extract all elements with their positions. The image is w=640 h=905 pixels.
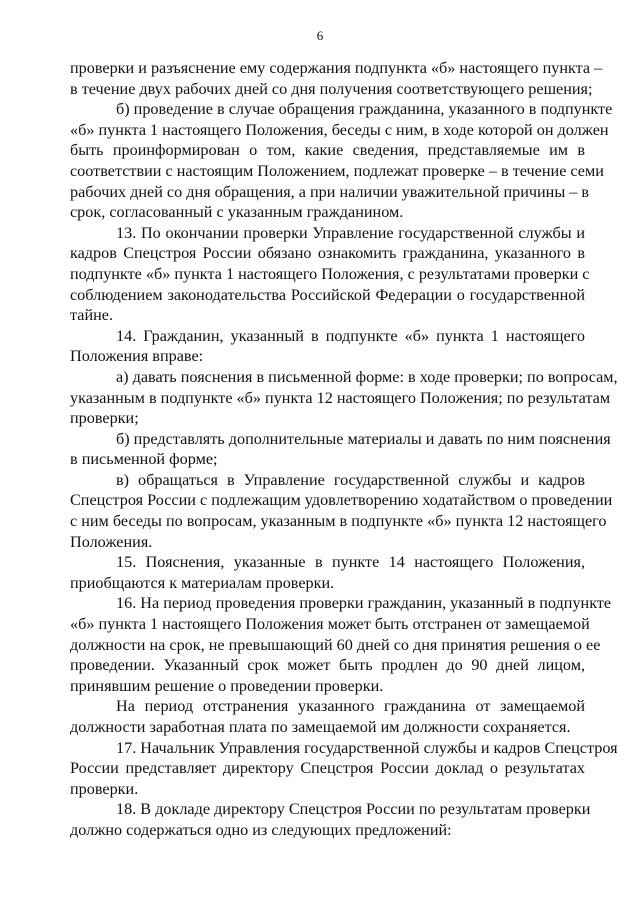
text-line: с ним беседы по вопросам, указанным в подпункте «б» пункта 12 настоящего <box>70 512 607 531</box>
text-line: соответствии с настоящим Положением, подлежат проверке – в течение семи <box>70 161 604 180</box>
text-line: 14. Гражданин, указанный в подпункте «б» пункта 1 настоящего <box>116 326 585 345</box>
text-line: проверки и разъяснение ему содержания подпункта «б» настоящего пункта – <box>70 59 603 77</box>
text-line: б) проведение в случае обращения гражданина, указанного в подпункте <box>116 100 613 119</box>
text-line: быть проинформирован о том, какие сведения, представляемые им в <box>70 141 585 160</box>
text-line: а) давать пояснения в письменной форме: в ходе проверки; по вопросам, <box>116 367 618 386</box>
text-line: должности заработная плата по замещаемой им должности сохраняется. <box>70 718 571 736</box>
text-line: 16. На период проведения проверки гражданин, указанный в подпункте <box>116 594 612 613</box>
text-line: соблюдением законодательства Российской Федерации о государственной <box>70 285 585 304</box>
text-line: должности на срок, не превышающий 60 дней со дня принятия решения о ее <box>70 635 601 654</box>
text-line: в) обращаться в Управление государственной службы и кадров <box>116 470 585 489</box>
text-line: «б» пункта 1 настоящего Положения, беседы с ним, в ходе которой он должен <box>70 120 609 139</box>
text-line: России представляет директору Спецстроя России доклад о результатах <box>70 759 585 778</box>
text-line: срок, согласованный с указанным гражданином. <box>70 203 404 222</box>
document-body <box>70 58 618 841</box>
text-line: 18. В докладе директору Спецстроя России по результатам проверки <box>116 800 591 819</box>
text-line: Спецстроя России с подлежащим удовлетворению ходатайством о проведении <box>70 491 613 510</box>
text-line: Положения. <box>70 532 153 551</box>
text-line: должно содержаться одно из следующих предложений: <box>70 820 452 839</box>
text-line: проверки; <box>70 409 139 428</box>
text-line: проведении. Указанный срок может быть продлен до 90 дней лицом, <box>70 656 585 675</box>
text-line: приобщаются к материалам проверки. <box>70 573 335 592</box>
text-line: На период отстранения указанного гражданина от замещаемой <box>116 697 585 716</box>
page-number: 6 <box>316 28 324 43</box>
text-line: подпункте «б» пункта 1 настоящего Положения, с результатами проверки с <box>70 264 590 283</box>
text-line: кадров Спецстроя России обязано ознакомить гражданина, указанного в <box>70 244 585 263</box>
text-line: тайне. <box>70 306 114 325</box>
text-line: в письменной форме; <box>70 450 218 469</box>
text-line: проверки. <box>70 779 139 798</box>
text-line: принявшим решение о проведении проверки. <box>70 676 384 695</box>
text-line: 13. По окончании проверки Управление государственной службы и <box>116 223 585 242</box>
text-line: Положения вправе: <box>70 347 204 366</box>
text-line: б) представлять дополнительные материалы и давать по ним пояснения <box>116 429 611 448</box>
text-line: указанным в подпункте «б» пункта 12 настоящего Положения; по результатам <box>70 388 611 407</box>
text-line: 15. Пояснения, указанные в пункте 14 настоящего Положения, <box>116 553 585 572</box>
text-line: «б» пункта 1 настоящего Положения может быть отстранен от замещаемой <box>70 615 590 634</box>
text-line: рабочих дней со дня обращения, а при наличии уважительной причины – в <box>70 182 590 201</box>
text-line: в течение двух рабочих дней со дня получения соответствующего решения; <box>70 79 593 98</box>
text-line: 17. Начальник Управления государственной службы и кадров Спецстроя <box>116 738 618 757</box>
